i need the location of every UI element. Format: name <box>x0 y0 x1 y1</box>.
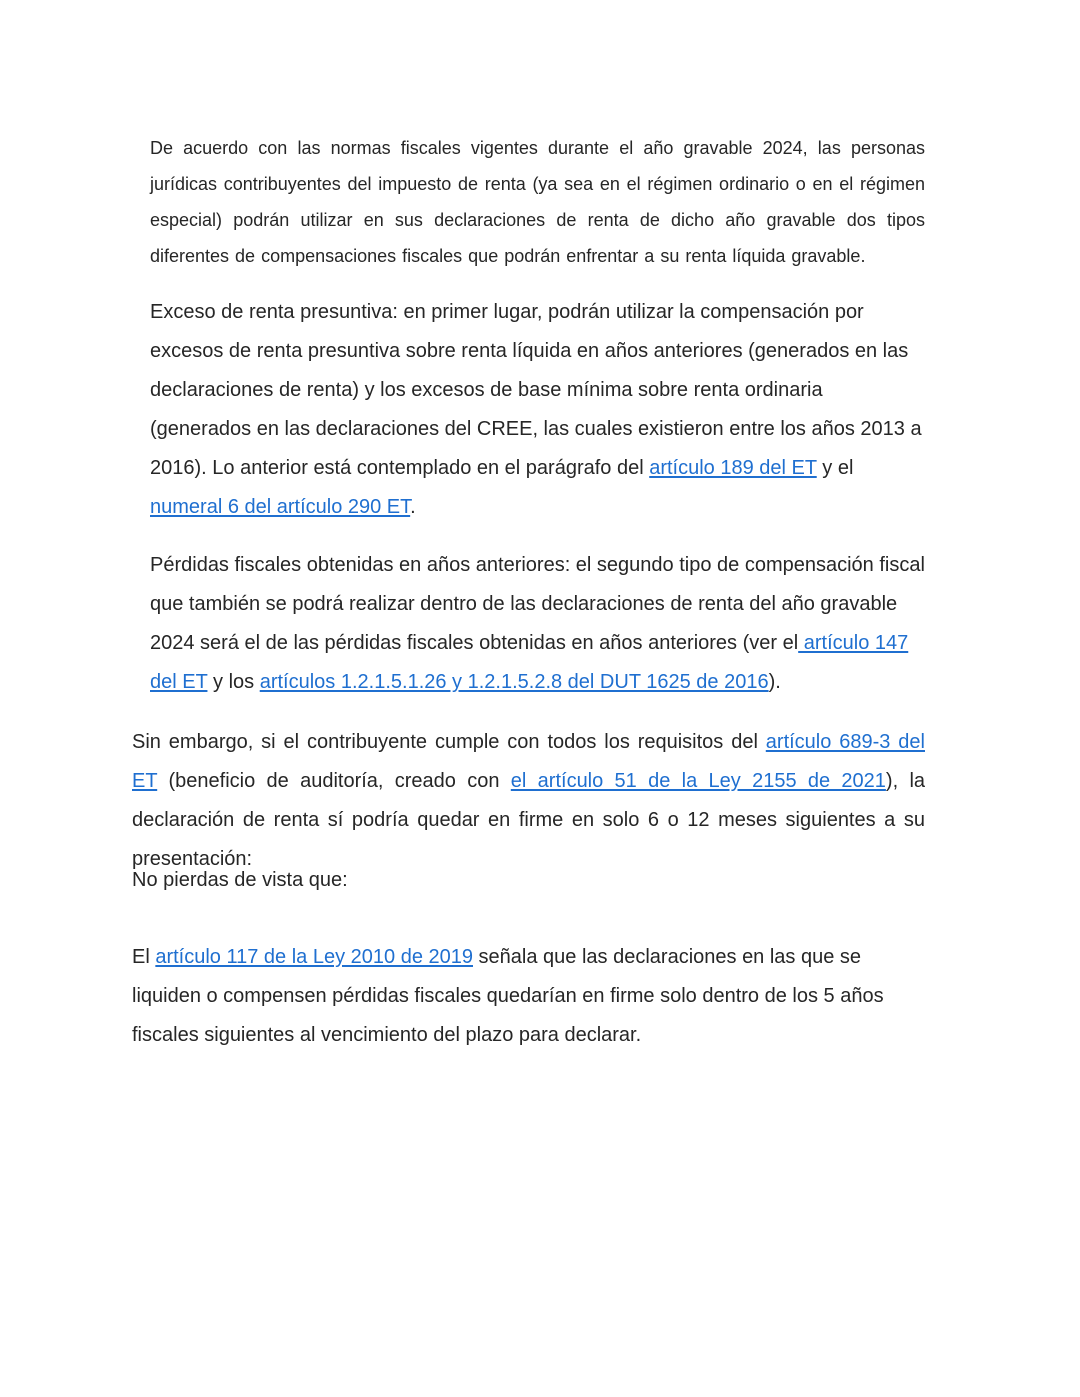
paragraph-text: Pérdidas fiscales obtenidas en años anteriores: el segundo tipo de compensación fiscal que también se podrá realizar dentro de las declaraciones de renta del año gravable 2024 será el de las pérdidas fiscales obtenidas en años anteriores (ver el <box>150 554 925 654</box>
link-articulo-147-et[interactable]: artículo 147 del ET <box>150 632 909 693</box>
paragraph-compensaciones-intro <box>150 130 925 274</box>
paragraph-beneficio-auditoria <box>132 723 925 879</box>
paragraph-text: y los <box>207 671 260 693</box>
paragraph-text: No pierdas de vista que: <box>132 869 348 891</box>
paragraph-text: . <box>410 496 416 518</box>
link-articulos-dut-1625[interactable]: artículos 1.2.1.5.1.26 y 1.2.1.5.2.8 del DUT 1625 de 2016 <box>259 671 769 693</box>
paragraph-text: y el <box>816 457 854 479</box>
link-articulo-689-3-et[interactable]: artículo 689-3 del ET <box>132 731 925 792</box>
paragraph-text: Sin embargo, si el contribuyente cumple con todos los requisitos del <box>132 731 766 753</box>
paragraph-text: señala que las declaraciones en las que se liquiden o compensen pérdidas fiscales quedarían en firme solo dentro de los 5 años fiscales siguientes al vencimiento del plazo para declarar. <box>132 946 884 1046</box>
paragraph-no-pierdas-de-vista <box>132 861 925 900</box>
link-articulo-117-ley-2010[interactable]: artículo 117 de la Ley 2010 de 2019 <box>155 946 473 968</box>
link-numeral-6-articulo-290-et[interactable]: numeral 6 del artículo 290 ET <box>150 496 411 518</box>
paragraph-exceso-renta-presuntiva <box>150 293 925 527</box>
paragraph-text: ). <box>768 671 781 693</box>
paragraph-text: ), la declaración de renta sí podría quedar en firme en solo 6 o 12 meses siguientes a su presentación: <box>132 770 926 870</box>
link-articulo-189-et[interactable]: artículo 189 del ET <box>649 457 817 479</box>
paragraph-text: Exceso de renta presuntiva: en primer lugar, podrán utilizar la compensación por excesos de renta presuntiva sobre renta líquida en años anteriores (generados en las declaraciones de renta) y los excesos de base mínima sobre renta ordinaria (generados en las declaraciones del CREE, las cuales existieron entre los años 2013 a 2016). Lo anterior está contemplado en el parágrafo del <box>150 301 922 479</box>
paragraph-text: (beneficio de auditoría, creado con <box>157 770 511 792</box>
paragraph-text: El <box>132 946 156 968</box>
link-articulo-51-ley-2155[interactable]: el artículo 51 de la Ley 2155 de 2021 <box>510 770 886 792</box>
paragraph-text: De acuerdo con las normas fiscales vigentes durante el año gravable 2024, las personas jurídicas contribuyentes del impuesto de renta (ya sea en el régimen ordinario o en el régimen especial) podrán utilizar en sus declaraciones de renta de dicho año gravable dos tipos diferentes de compensaciones fiscales que podrán enfrentar a su renta líquida gravable. <box>150 138 925 266</box>
paragraph-perdidas-fiscales <box>150 546 925 702</box>
paragraph-articulo-117 <box>132 938 925 1055</box>
